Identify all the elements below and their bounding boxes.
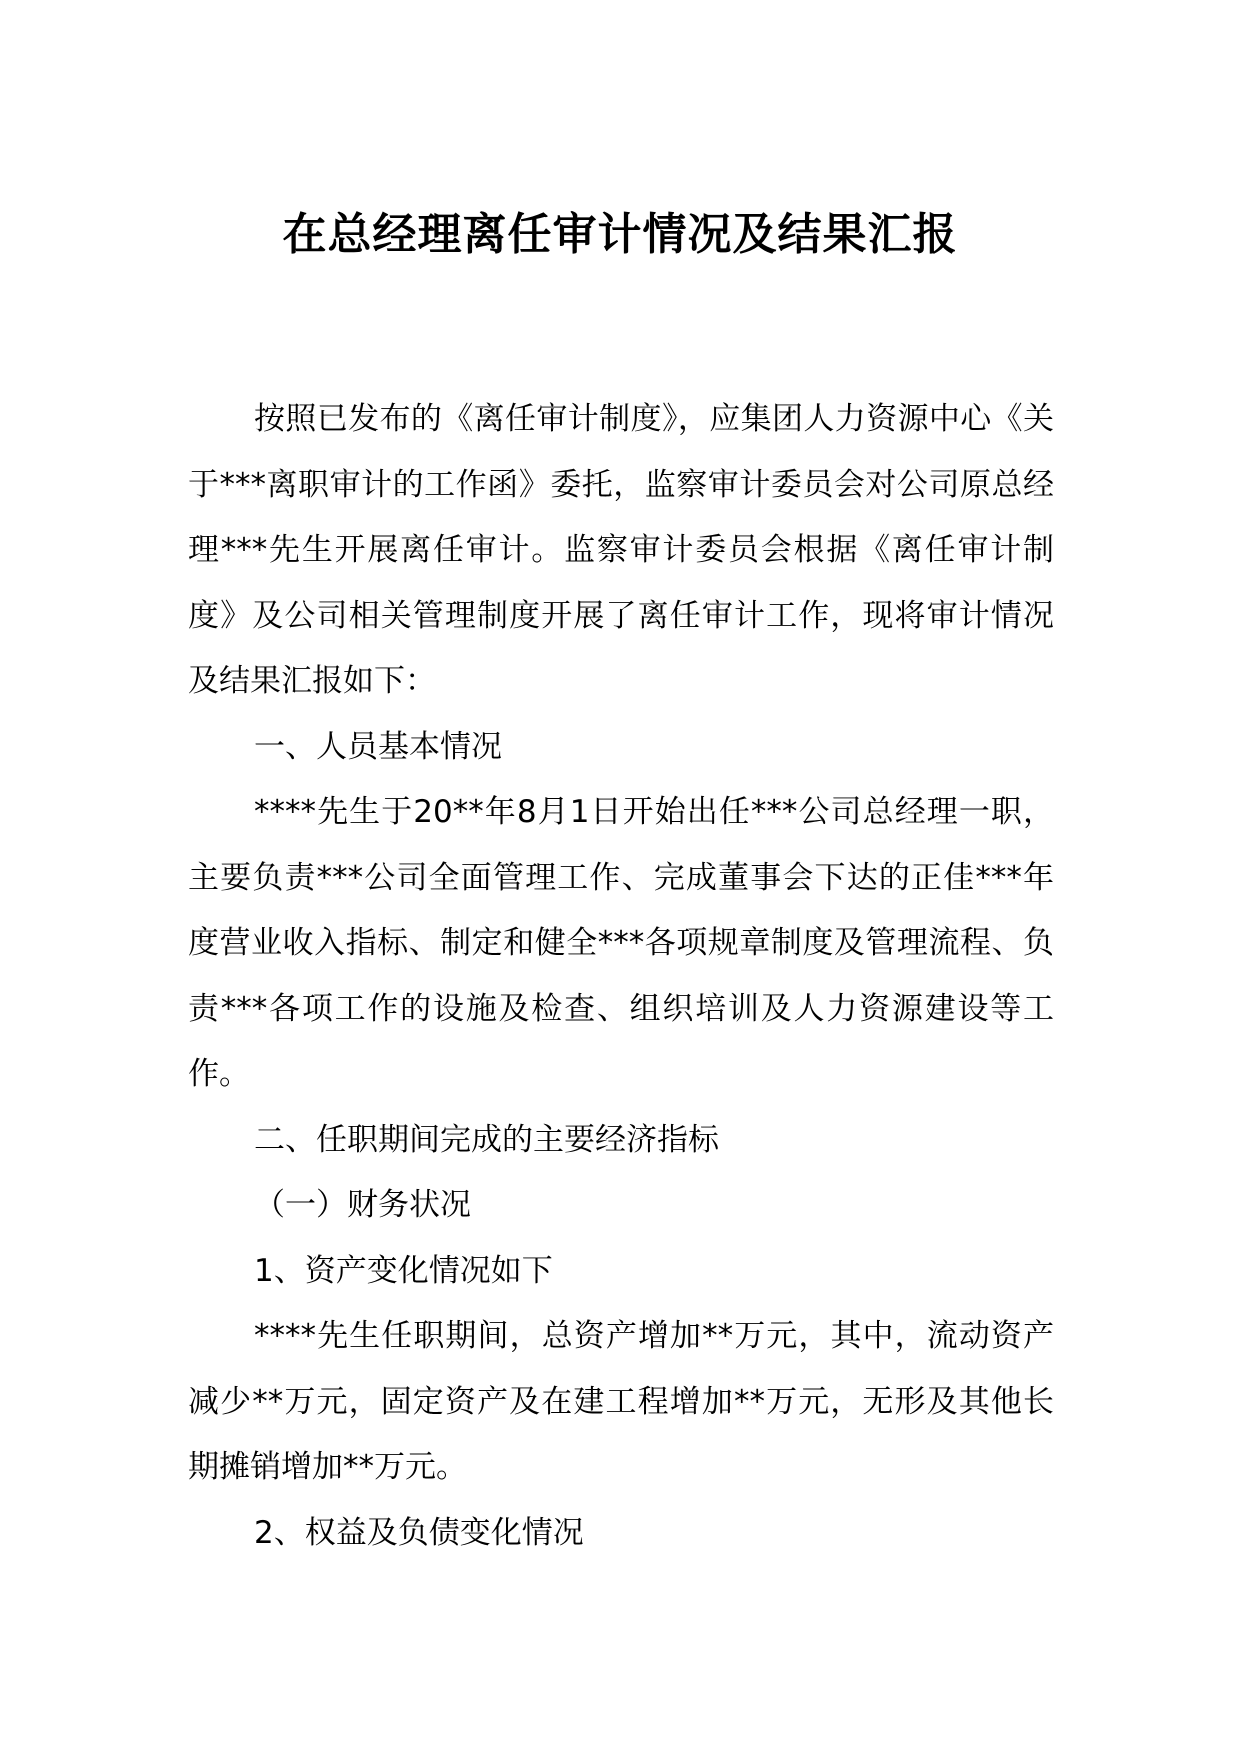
item-heading-equity-liability-changes: 2、权益及负债变化情况 [254, 1514, 584, 1551]
paragraph-asset-changes: ****先生任职期间，总资产增加**万元，其中，流动资产减少**万元，固定资产及在建工程增加**万元，无形及其他长期摊销增加**万元。 [188, 1318, 1054, 1485]
subsection-heading-financial-status: （一）财务状况 [254, 1187, 471, 1223]
section-heading-economic-indicators: 二、任职期间完成的主要经济指标 [254, 1121, 719, 1158]
section-heading-basic-info: 一、人员基本情况 [254, 728, 502, 765]
paragraph-intro: 按照已发布的《离任审计制度》，应集团人力资源中心《关于***离职审计的工作函》委托，监察审计委员会对公司原总经理***先生开展离任审计。监察审计委员会根据《离任审计制度》及公司相关管理制度开展了离任审计工作，现将审计情况及结果汇报如下： [188, 401, 1054, 699]
paragraph-basic-info: ****先生于20**年8月1日开始出任***公司总经理一职，主要负责***公司全面管理工作、完成董事会下达的正佳***年度营业收入指标、制定和健全***各项规章制度及管理流程、负责***各项工作的设施及检查、组织培训及人力资源建设等工作。 [188, 794, 1054, 1092]
document-body [188, 387, 1054, 1566]
item-heading-asset-changes: 1、资产变化情况如下 [254, 1252, 553, 1289]
document-title: 在总经理离任审计情况及结果汇报 [282, 209, 958, 260]
